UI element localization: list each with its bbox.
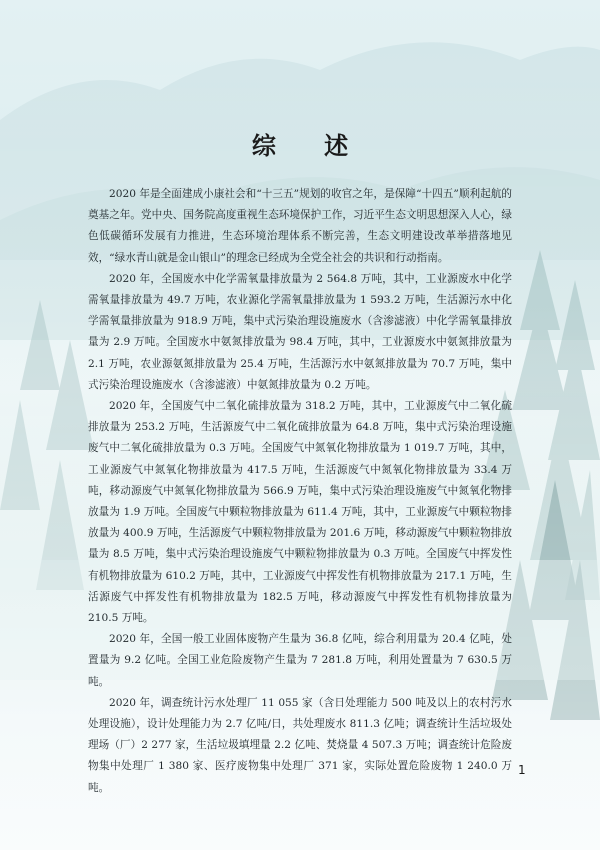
paragraph: 2020 年，全国废气中二氧化硫排放量为 318.2 万吨，其中，工业源废气中二氧化硫排放量为 253.2 万吨，生活源废气中二氧化硫排放量为 64.8 万吨，集中式污染治理设施废气中二氧化硫排放量为 0.3 万吨。全国废气中氮氧化物排放量为 1 019.7 万吨，其中，工业源废气中氮氧化物排放量为 417.5 万吨，生活源废气中氮氧化物排放量为 33.4 万吨，移动源废气中氮氧化物排放量为 566.9 万吨，集中式污染治理设施废气中氮氧化物排放量为 1.9 万吨。全国废气中颗粒物排放量为 611.4 万吨，其中，工业源废气中颗粒物排放量为 400.9 万吨，生活源废气中颗粒物排放量为 201.6 万吨，移动源废气中颗粒物排放量为 8.5 万吨，集中式污染治理设施废气中颗粒物排放量为 0.3 万吨。全国废气中挥发性有机物排放量为 610.2 万吨，其中，工业源废气中挥发性有机物排放量为 217.1 万吨，生活源废气中挥发性有机物排放量为 182.5 万吨，移动源废气中挥发性有机物排放量为 210.5 万吨。 [88,400,512,625]
paragraph: 2020 年，全国废水中化学需氧量排放量为 2 564.8 万吨，其中，工业源废水中化学需氧量排放量为 49.7 万吨，农业源化学需氧量排放量为 1 593.2 万吨，生活源污水中化学需氧量排放量为 918.9 万吨，集中式污染治理设施废水（含渗滤液）中化学需氧量排放量为 2.9 万吨。全国废水中氨氮排放量为 98.4 万吨，其中，工业源废水中氨氮排放量为 2.1 万吨，农业源氨氮排放量为 25.4 万吨，生活源污水中氨氮排放量为 70.7 万吨，集中式污染治理设施废水（含渗滤液）中氨氮排放量为 0.2 万吨。 [88,272,512,391]
document-page [88,0,512,850]
paragraph: 2020 年，调查统计污水处理厂 11 055 家（含日处理能力 500 吨及以上的农村污水处理设施），设计处理能力为 2.7 亿吨/日，共处理废水 811.3 亿吨；调查统计生活垃圾处理场（厂）2 277 家，生活垃圾填埋量 2.2 亿吨、焚烧量 4 507.3 万吨；调查统计危险废物集中处理厂 1 380 家、医疗废物集中处理厂 371 家，实际处置危险废物 1 240.0 万吨。 [88,696,512,794]
paragraph: 2020 年是全面建成小康社会和“十三五”规划的收官之年，是保障“十四五”顺利起航的奠基之年。党中央、国务院高度重视生态环境保护工作，习近平生态文明思想深入人心，绿色低碳循环发展有力推进，生态环境治理体系不断完善，生态文明建设改革举措落地见效，“绿水青山就是金山银山”的理念已经成为全党全社会的共识和行动指南。 [88,188,512,264]
page-title: 综 述 [251,132,369,160]
page-number: 1 [518,763,526,777]
paragraph: 2020 年，全国一般工业固体废物产生量为 36.8 亿吨，综合利用量为 20.4 亿吨，处置量为 9.2 亿吨。全国工业危险废物产生量为 7 281.8 万吨，利用处置量为 7 630.5 万吨。 [88,633,512,688]
body-text [88,184,512,799]
